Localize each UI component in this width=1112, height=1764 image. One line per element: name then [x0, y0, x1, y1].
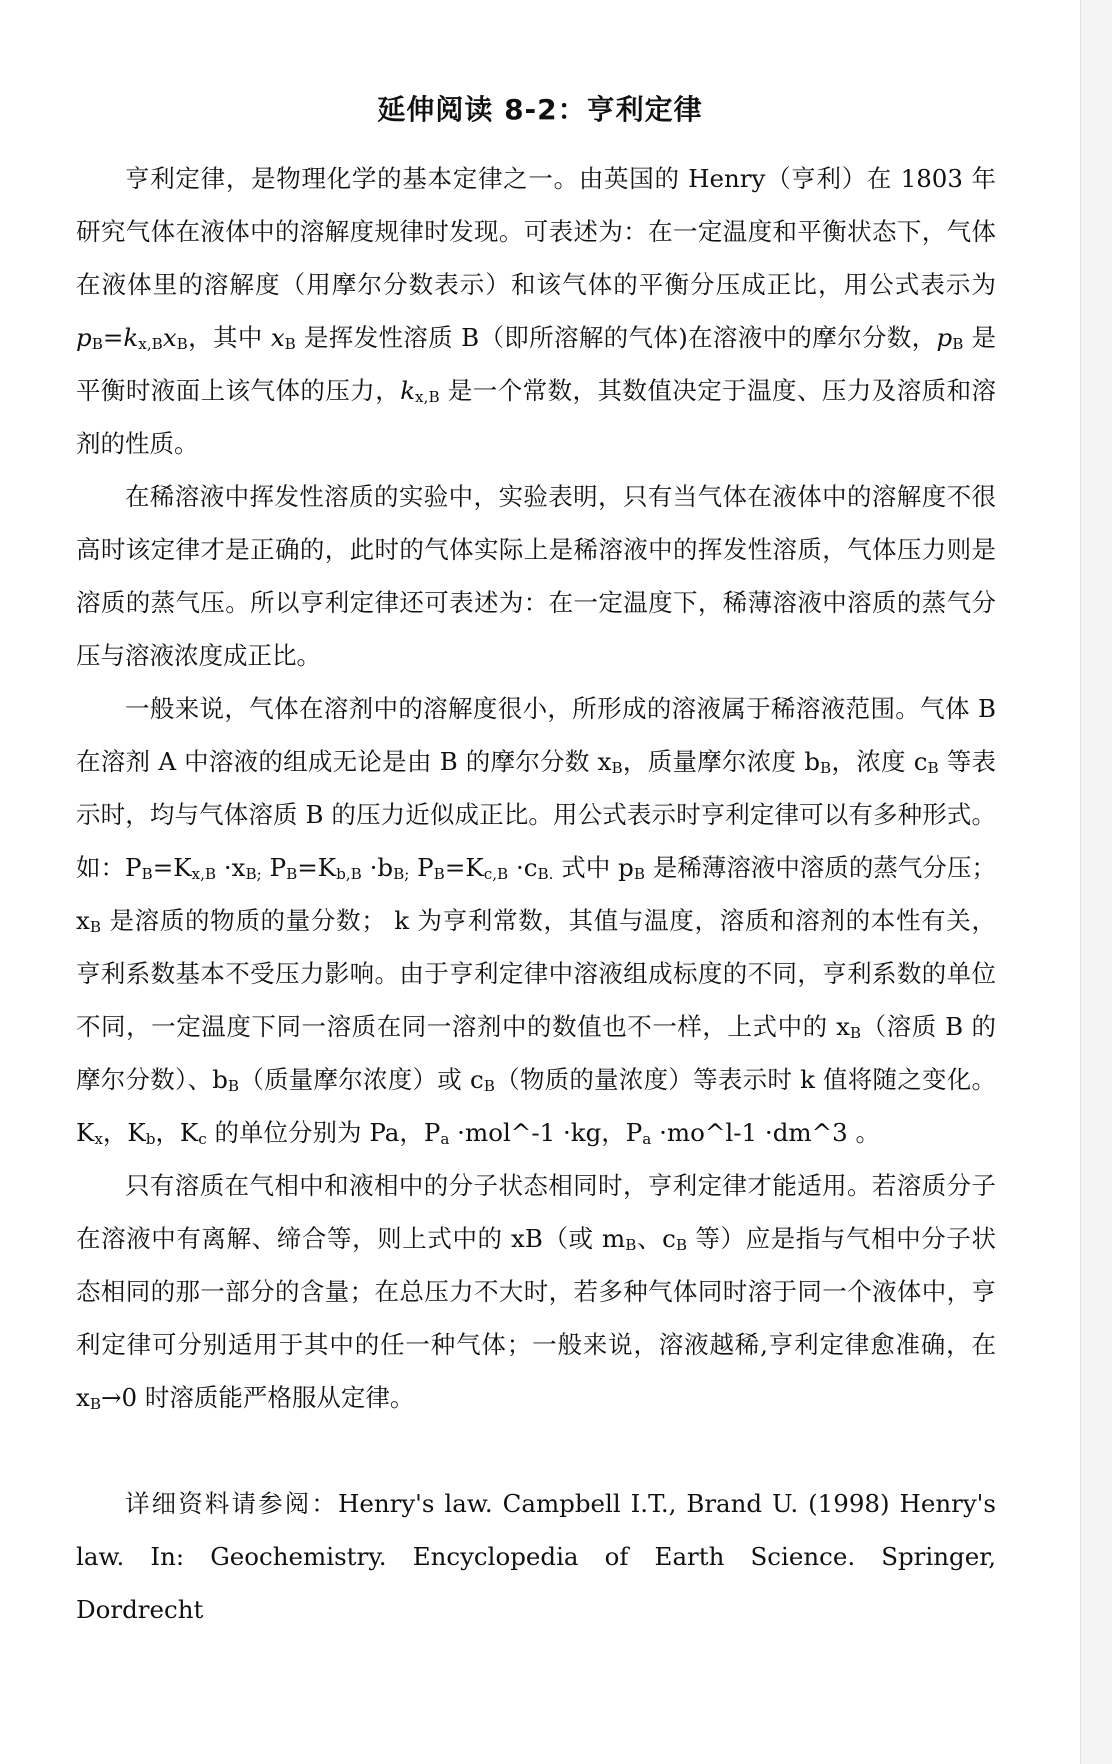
text-run: =K: [152, 853, 192, 882]
symbol-p: p: [76, 323, 92, 352]
subscript: B: [611, 759, 623, 778]
subscript: a: [642, 1130, 652, 1149]
subscript: B: [820, 759, 832, 778]
text-run: =K: [444, 853, 484, 882]
text-run: ·c: [508, 853, 538, 882]
text-run: =K: [297, 853, 337, 882]
symbol-k: k: [123, 323, 139, 352]
subscript: b: [145, 1130, 156, 1149]
page-title: 延伸阅读 8-2：亨利定律: [377, 93, 703, 126]
symbol-p: p: [936, 323, 953, 352]
subscript: x,B: [138, 335, 163, 354]
text-run: →0 时溶质能严格服从定律。: [101, 1383, 415, 1412]
text-run: （物质的量浓度）等表示时 k 值将随之变化。K: [76, 1065, 997, 1147]
text-run: ·x: [216, 853, 246, 882]
text-run: 是一个常数，其数值决定于温度、压力及溶质和溶剂的性质。: [76, 376, 997, 458]
subscript: B: [927, 759, 939, 778]
text-run: 只有溶质在气相中和液相中的分子状态相同时，亨利定律才能适用。若溶质分子在溶液中有离解、缔合等，则上式中的 xB（或 m: [76, 1171, 996, 1253]
subscript: B: [286, 865, 298, 884]
subscript: B: [89, 1395, 101, 1414]
text-run: ·mo^l-1 ·dm^3 。: [651, 1118, 881, 1147]
symbol-x: x: [270, 323, 285, 352]
subscript: B: [625, 1236, 637, 1255]
text-run: 等）应是指与气相中分子状态相同的那一部分的含量；在总压力不大时，若多种气体同时溶于同一个液体中，亨利定律可分别适用于其中的任一种气体；一般来说，溶液越稀,亨利定律愈准确，在 x: [76, 1224, 996, 1412]
subscript: a: [440, 1130, 450, 1149]
text-run: ，K: [155, 1118, 199, 1147]
paragraph-dilute-solution: 在稀溶液中挥发性溶质的实验中，实验表明，只有当气体在液体中的溶解度不很高时该定律才是正确的，此时的气体实际上是稀溶液中的挥发性溶质，气体压力则是溶质的蒸气压。所以亨利定律还可表述为：在一定温度下，稀薄溶液中溶质的蒸气分压与溶液浓度成正比。: [76, 482, 996, 670]
symbol-k: k: [400, 376, 416, 405]
subscript: b,B: [336, 865, 362, 884]
subscript: x,B: [415, 388, 440, 407]
subscript: B: [89, 918, 101, 937]
subscript: B.: [537, 865, 554, 884]
subscript: B;: [245, 865, 262, 884]
text-run: 是溶质的物质的量分数； k 为亨利常数，其值与温度，溶质和溶剂的本性有关，亨利系数基本不受压力影响。由于亨利定律中溶液组成标度的不同，亨利系数的单位不同，一定温度下同一溶质在同一溶剂中的数值也不一样，上式中的 x: [76, 906, 996, 1041]
subscript: c,B: [483, 865, 509, 884]
text-run: 、c: [636, 1224, 676, 1253]
text-run: 的单位分别为 Pa，P: [206, 1118, 441, 1147]
subscript: x: [94, 1130, 103, 1149]
subscript: B: [141, 865, 153, 884]
subscript: B;: [393, 865, 410, 884]
subscript: B: [633, 865, 645, 884]
text-run: 亨利定律，是物理化学的基本定律之一。由英国的 Henry（亨利）在 1803 年研究气体在液体中的溶解度规律时发现。可表述为：在一定温度和平衡状态下，气体在液体里的溶解度（用摩尔分数表示）和该气体的平衡分压成正比，用公式表示为: [76, 164, 996, 299]
text-run: ，其中: [187, 323, 271, 352]
subscript: B: [433, 865, 445, 884]
text-run: 是挥发性溶质 B（即所溶解的气体)在溶液中的摩尔分数，: [295, 323, 937, 352]
text-run: ·mol^-1 ·kg，P: [449, 1118, 643, 1147]
text-run: ，质量摩尔浓度 b: [622, 747, 821, 776]
symbol-x: x: [162, 323, 177, 352]
text-run: =: [102, 323, 124, 352]
subscript: x,B: [191, 865, 217, 884]
subscript: B: [284, 335, 296, 354]
subscript: B: [952, 335, 964, 354]
page-edge: [1080, 0, 1112, 1764]
subscript: c: [198, 1130, 207, 1149]
text-run: 一般来说，气体在溶剂中的溶解度很小，所形成的溶液属于稀溶液范围。气体 B 在溶剂 A 中溶液的组成无论是由 B 的摩尔分数 x: [76, 694, 996, 776]
reference-note: 详细资料请参阅：Henry's law. Campbell I.T., Brand U. (1998) Henry's law. In: Geochemistry. Encyclopedia of Earth Science. Springer, Dordrecht: [76, 1489, 996, 1624]
text-run: P: [261, 853, 287, 882]
paragraph-forms: [76, 682, 996, 1159]
paragraph-applicability: [76, 1159, 996, 1424]
text-run: ，浓度 c: [831, 747, 928, 776]
subscript: B: [483, 1077, 495, 1096]
text-run: 是平衡时液面上该气体的压力，: [76, 323, 996, 405]
text-run: ，K: [102, 1118, 146, 1147]
subscript: B: [176, 335, 188, 354]
text-run: 等表示时，均与气体溶质 B 的压力近似成正比。用公式表示时亨利定律可以有多种形式。如：P: [76, 747, 997, 882]
subscript: B: [675, 1236, 688, 1255]
text-run: （质量摩尔浓度）或 c: [239, 1065, 484, 1094]
text-run: ·b: [361, 853, 394, 882]
text-run: 是稀薄溶液中溶质的蒸气分压；x: [76, 853, 996, 935]
subscript: B: [91, 335, 103, 354]
text-run: （溶质 B 的摩尔分数）、b: [76, 1012, 996, 1094]
subscript: B: [227, 1077, 240, 1096]
subscript: B: [849, 1024, 862, 1043]
text-run: 式中 p: [553, 853, 634, 882]
paragraph-definition: [76, 152, 996, 470]
text-run: P: [409, 853, 434, 882]
document-body: [76, 152, 996, 1636]
